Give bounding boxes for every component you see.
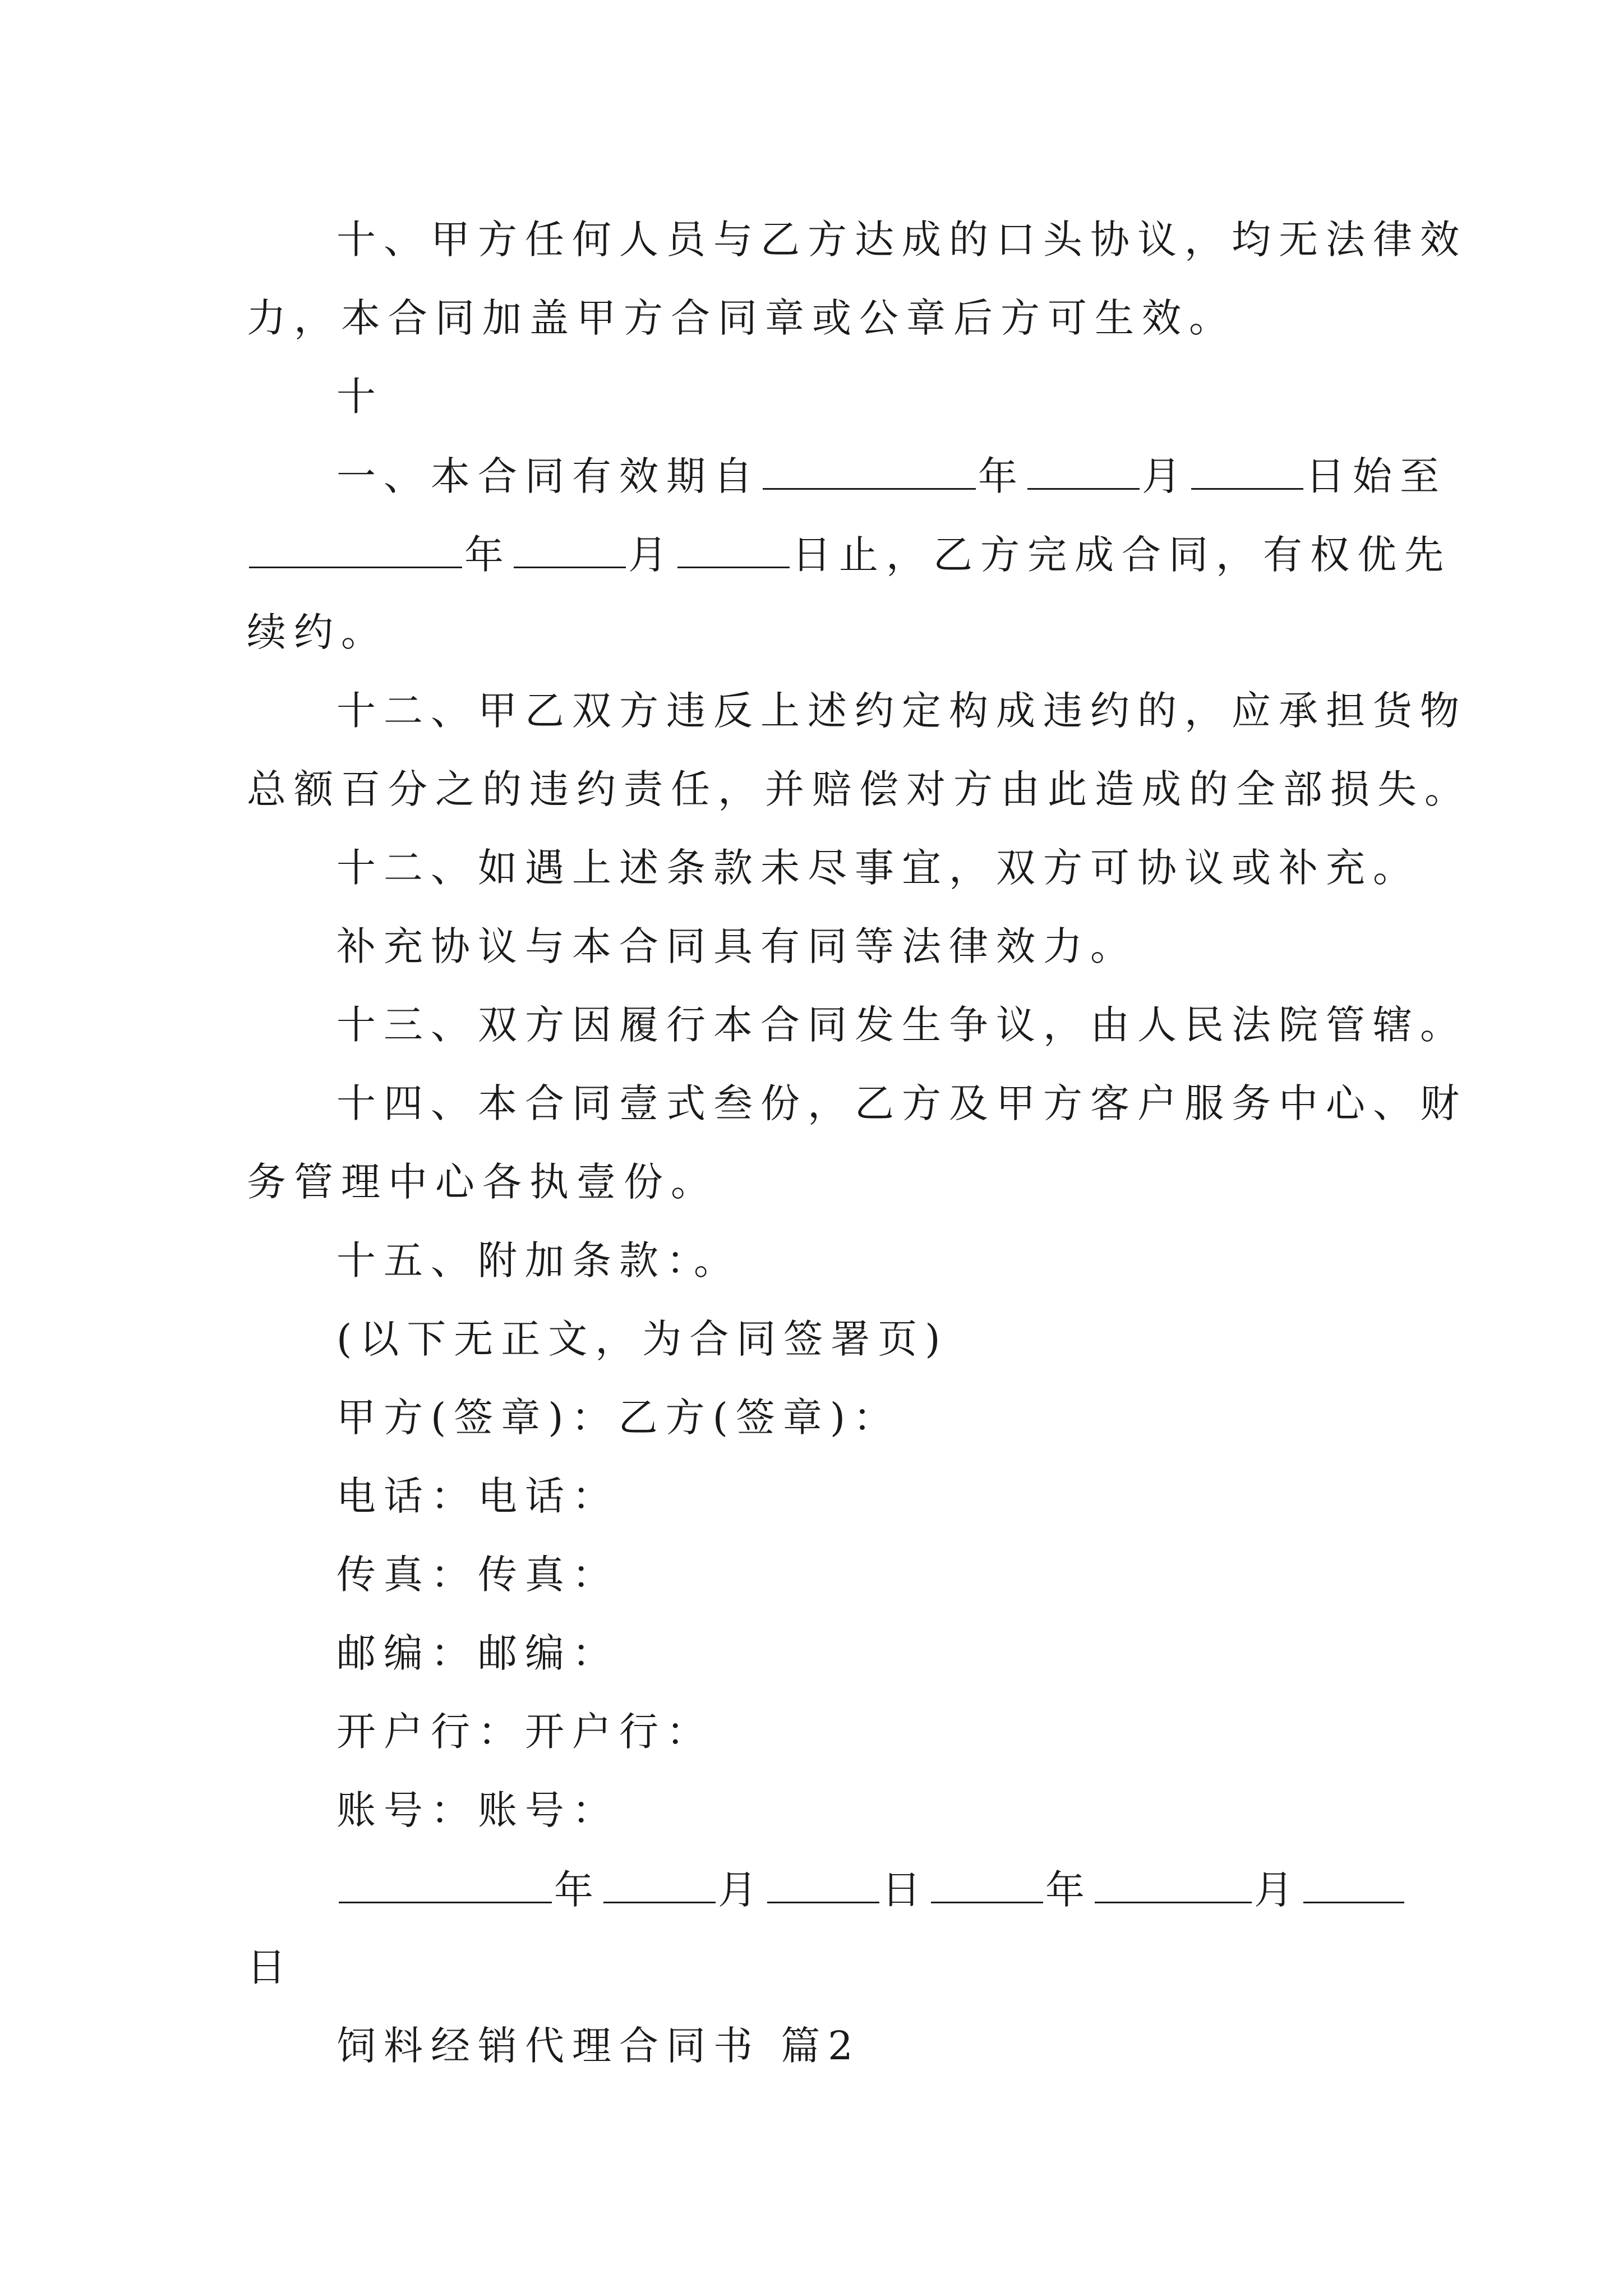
blank-field	[1095, 1869, 1252, 1903]
blank-field	[1191, 455, 1303, 490]
blank-field	[514, 534, 626, 568]
month-label: 月	[718, 1867, 765, 1913]
blank-field	[763, 455, 976, 490]
blank-field	[339, 1869, 552, 1903]
term-line-1	[336, 453, 1447, 499]
paragraph-line: 十五、附加条款：。	[336, 1237, 741, 1283]
blank-field	[603, 1869, 716, 1903]
blank-field	[1027, 455, 1140, 490]
month-label: 月	[628, 532, 675, 578]
term-suffix: 日止，乙方完成合同，有权优先	[792, 532, 1451, 578]
year-label: 年	[464, 532, 511, 578]
fax-line: 传真：传真：	[336, 1552, 619, 1598]
term-line-2	[247, 532, 1451, 578]
date-line	[336, 1867, 1407, 1913]
blank-field	[677, 534, 790, 568]
paragraph-line: 十二、如遇上述条款未尽事宜，双方可协议或补充。	[336, 845, 1420, 891]
day-label: 日	[882, 1867, 929, 1913]
paragraph-line: 补充协议与本合同具有同等法律效力。	[336, 923, 1137, 969]
blank-field	[249, 534, 462, 568]
paragraph-line: 十二、甲乙双方违反上述约定构成违约的，应承担货物	[336, 688, 1467, 734]
paragraph-line: 十四、本合同壹式叁份，乙方及甲方客户服务中心、财	[336, 1080, 1467, 1126]
paragraph-line: 务管理中心各执壹份。	[247, 1159, 718, 1205]
month-label: 月	[1142, 453, 1189, 499]
paragraph-line: 十	[336, 374, 384, 420]
phone-line: 电话：电话：	[336, 1473, 619, 1519]
month-label: 月	[1254, 1867, 1301, 1913]
blank-field	[767, 1869, 879, 1903]
paragraph-line: 续约。	[247, 609, 388, 655]
blank-field	[931, 1869, 1043, 1903]
day-label: 日始至	[1306, 453, 1447, 499]
paragraph-line: 十、甲方任何人员与乙方达成的口头协议，均无法律效	[336, 217, 1467, 263]
bank-line: 开户行：开户行：	[336, 1709, 713, 1755]
section-heading: 饲料经销代理合同书 篇2	[336, 2023, 861, 2069]
account-line: 账号：账号：	[336, 1787, 619, 1833]
paragraph-line: 十三、双方因履行本合同发生争议，由人民法院管辖。	[336, 1002, 1467, 1048]
paragraph-line: 力，本合同加盖甲方合同章或公章后方可生效。	[247, 295, 1236, 341]
postcode-line: 邮编：邮编：	[336, 1630, 619, 1676]
term-prefix: 一、本合同有效期自	[336, 453, 760, 499]
paragraph-line: 总额百分之的违约责任，并赔偿对方由此造成的全部损失。	[247, 766, 1472, 812]
blank-field	[1303, 1869, 1404, 1903]
paragraph-line: (以下无正文，为合同签署页)	[336, 1316, 948, 1362]
paragraph-line: 日	[247, 1944, 294, 1990]
year-label: 年	[554, 1867, 601, 1913]
year-label: 年	[978, 453, 1025, 499]
year-label: 年	[1045, 1867, 1092, 1913]
signature-line: 甲方(签章)：乙方(签章)：	[336, 1395, 901, 1441]
